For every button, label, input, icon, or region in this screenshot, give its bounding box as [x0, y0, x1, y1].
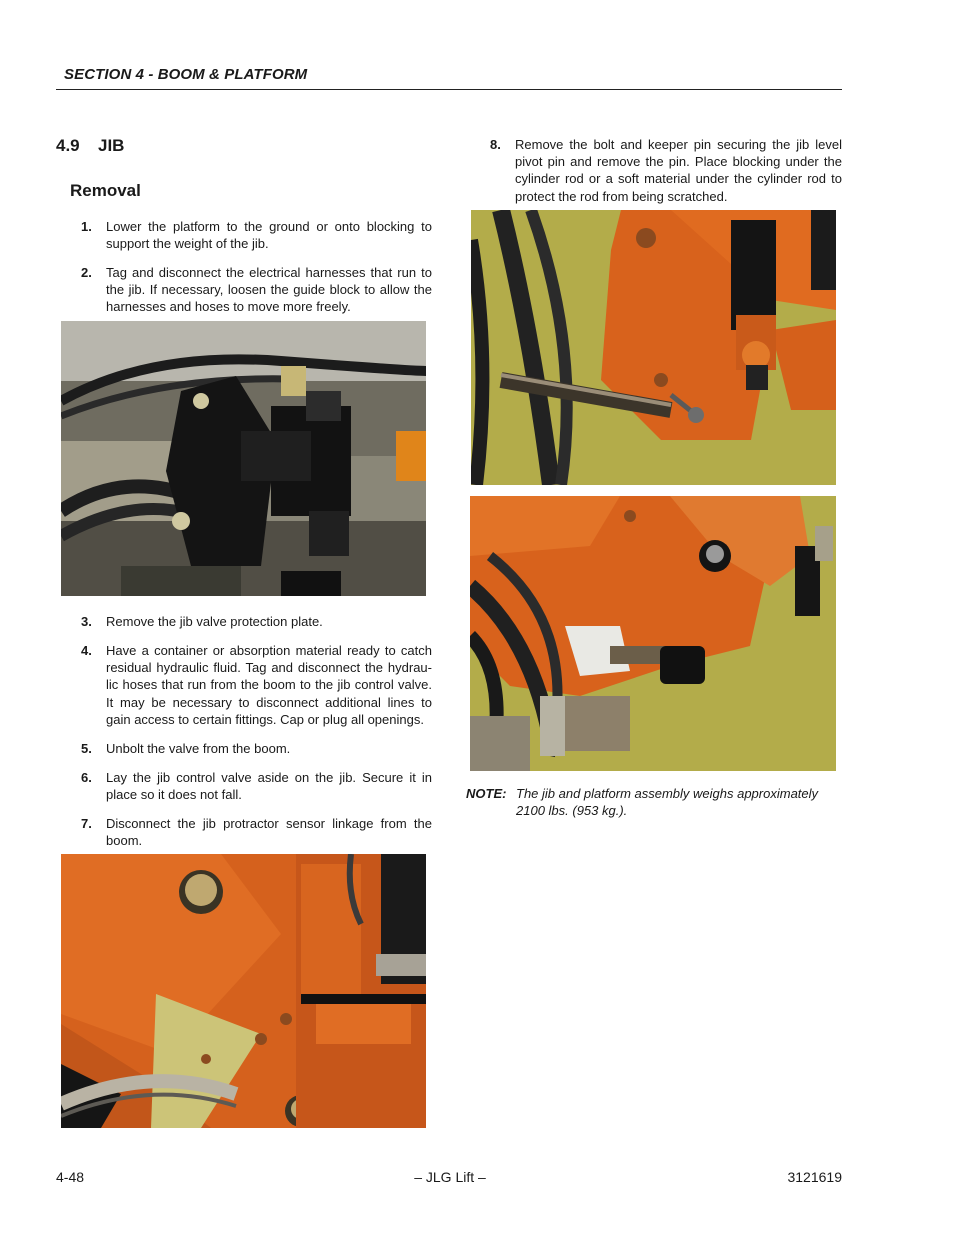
step-text: Disconnect the jib protractor sensor linkage from the boom.	[106, 816, 432, 849]
step-8	[490, 136, 842, 205]
section-heading	[56, 136, 124, 156]
note-text: The jib and platform assembly weighs approximately 2100 lbs. (953 kg.).	[516, 786, 819, 819]
footer-page-number: 4-48	[56, 1169, 85, 1185]
step-number: 6.	[81, 770, 92, 785]
subsection-heading: Removal	[70, 181, 141, 200]
footer-center: – JLG Lift –	[414, 1169, 486, 1185]
step-text: Unbolt the valve from the boom.	[106, 741, 291, 756]
step-number: 8.	[490, 137, 501, 152]
photo-protractor-linkage	[61, 854, 426, 1128]
note	[466, 785, 844, 819]
step-text: Tag and disconnect the electrical harnesses that run to the jib. If necessary, loosen the guide block to allow the harnesses and hoses to move more freely.	[106, 265, 432, 315]
step-5	[81, 740, 432, 757]
note-label: NOTE:	[466, 786, 507, 801]
step-number: 4.	[81, 643, 92, 658]
step-number: 3.	[81, 614, 92, 629]
section-header: SECTION 4 - BOOM & PLATFORM	[64, 66, 308, 83]
header-rule	[56, 89, 842, 90]
step-3	[81, 613, 432, 630]
section-number: 4.9	[56, 136, 80, 155]
step-7	[81, 815, 432, 849]
step-text: Lay the jib control valve aside on the jib. Secure it in place so it does not fall.	[106, 770, 432, 803]
step-text: Remove the bolt and keeper pin securing the jib level pivot pin and remove the pin. Place blocking under the cylinder rod or a soft material under the cylinder rod to protect the rod from being scratched.	[515, 137, 842, 204]
section-title: JIB	[98, 136, 125, 155]
step-text: Have a container or absorption material ready to catch residual hydraulic fluid. Tag and disconnect the hydrau-lic hoses that run from the boom to the jib control valve. It may be necessary to disconnect additional lines to gain access to certain fittings. Cap or plug all openings.	[106, 643, 432, 727]
step-6	[81, 769, 432, 803]
photo-jib-harnesses	[61, 321, 426, 596]
step-number: 2.	[81, 265, 92, 280]
step-number: 1.	[81, 219, 92, 234]
step-text: Lower the platform to the ground or onto blocking to support the weight of the jib.	[106, 219, 432, 252]
step-2	[81, 264, 432, 316]
footer-doc-number: 3121619	[787, 1169, 842, 1185]
step-text: Remove the jib valve protection plate.	[106, 614, 323, 629]
step-4	[81, 642, 432, 728]
step-1	[81, 218, 432, 252]
step-number: 7.	[81, 816, 92, 831]
photo-cylinder-rod	[470, 496, 836, 771]
step-number: 5.	[81, 741, 92, 756]
photo-jib-pivot	[471, 210, 836, 485]
